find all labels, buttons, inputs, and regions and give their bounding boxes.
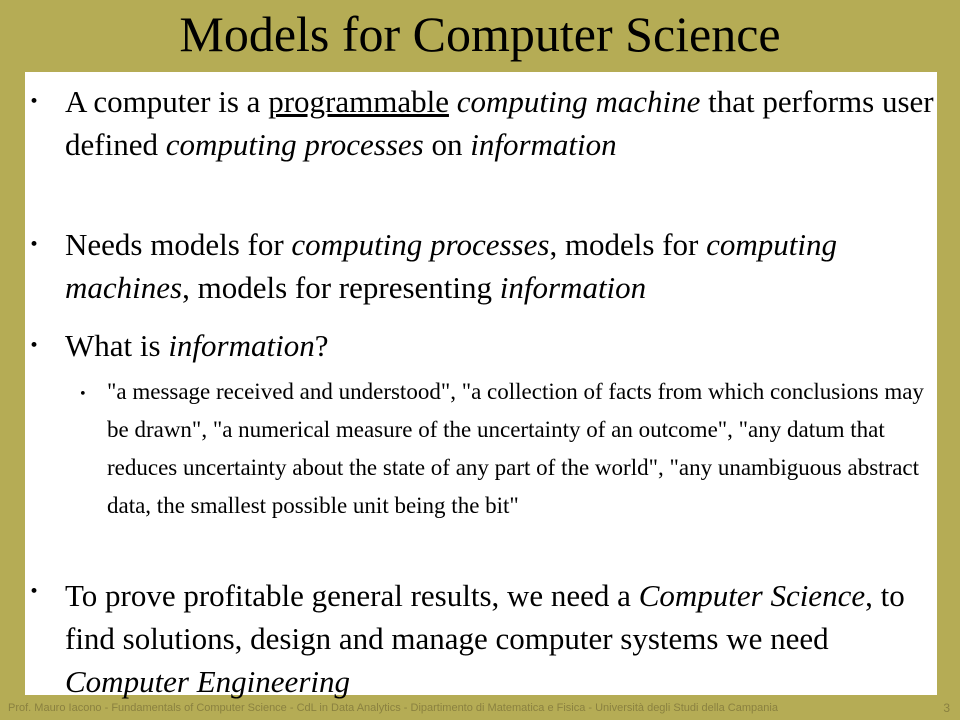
bullet-marker: •: [29, 92, 40, 112]
sub-bullet-information-definitions: "a message received and understood", "a collection of facts from which conclusions may be drawn", "a numerical measure of the uncertainty of an outcome", "any datum that reduces uncertainty about the state of any part of the world", "any unambiguous abstract data, the smallest possible unit being the bit": [107, 379, 924, 518]
slide-footer: Prof. Mauro Iacono - Fundamentals of Computer Science - CdL in Data Analytics - Dipartimento di Matematica e Fisica - Università degli Studi della Campania: [8, 702, 778, 714]
bullet-marker: •: [29, 235, 40, 255]
slide-title: Models for Computer Science: [179, 6, 781, 62]
bullet-computer-science-engineering: To prove profitable general results, we need a Computer Science, to find solutions, design and manage computer systems we need Computer Engineering: [65, 578, 905, 699]
bullet-marker: •: [29, 336, 40, 356]
sub-bullet-marker: •: [79, 387, 87, 402]
bullet-marker: •: [29, 582, 40, 602]
bullet-computer-definition: A computer is a programmable computing machine that performs user defined computing processes on information: [65, 84, 934, 162]
bullet-what-is-information: What is information?: [65, 328, 329, 363]
bullet-models-needed: Needs models for computing processes, models for computing machines, models for representing information: [65, 227, 838, 305]
page-number: 3: [943, 701, 950, 715]
slide-content: [25, 72, 937, 699]
